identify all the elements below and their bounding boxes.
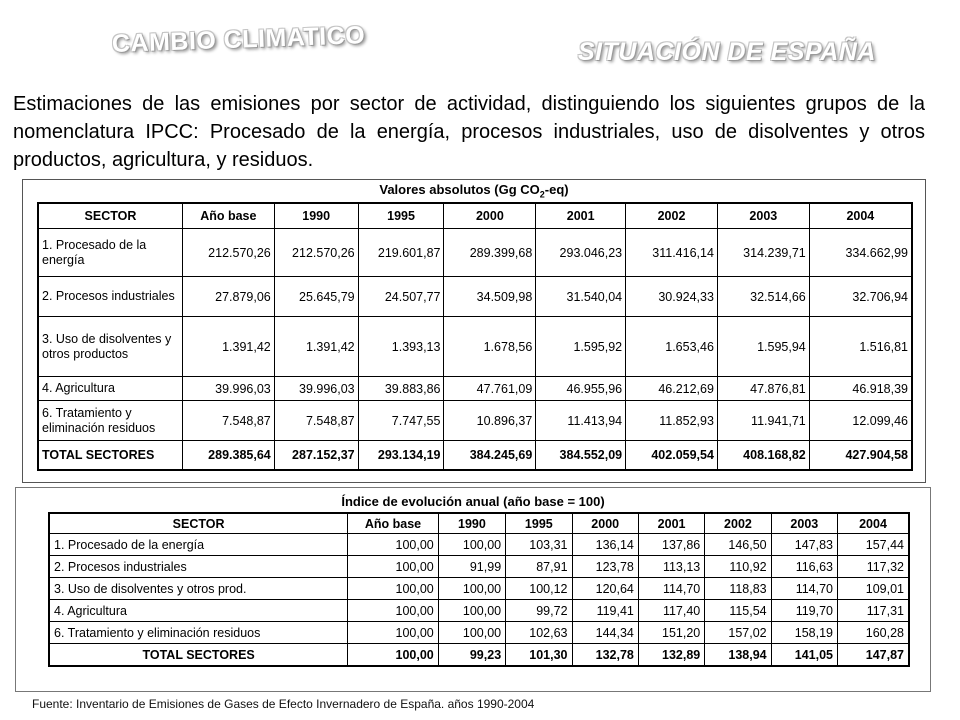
value-cell: 158,19 xyxy=(771,622,837,644)
value-cell: 147,87 xyxy=(838,644,909,667)
value-cell: 39.996,03 xyxy=(182,377,274,401)
value-cell: 116,63 xyxy=(771,556,837,578)
value-cell: 212.570,26 xyxy=(274,229,358,277)
value-cell: 118,83 xyxy=(705,578,771,600)
sector-cell: 3. Uso de disolventes y otros prod. xyxy=(49,578,348,600)
value-cell: 100,00 xyxy=(348,622,439,644)
table1-caption-end: -eq) xyxy=(544,182,569,197)
column-header: 2001 xyxy=(536,203,626,229)
value-cell: 1.516,81 xyxy=(809,317,912,377)
value-cell: 99,23 xyxy=(438,644,505,667)
value-cell: 119,70 xyxy=(771,600,837,622)
sector-cell: TOTAL SECTORES xyxy=(49,644,348,667)
value-cell: 1.595,94 xyxy=(717,317,809,377)
value-cell: 46.918,39 xyxy=(809,377,912,401)
value-cell: 160,28 xyxy=(838,622,909,644)
sector-cell: 1. Procesado de la energía xyxy=(38,229,182,277)
value-cell: 100,00 xyxy=(348,534,439,556)
sector-cell: TOTAL SECTORES xyxy=(38,441,182,471)
value-cell: 27.879,06 xyxy=(182,277,274,317)
value-cell: 87,91 xyxy=(506,556,572,578)
sector-cell: 1. Procesado de la energía xyxy=(49,534,348,556)
value-cell: 100,00 xyxy=(438,578,505,600)
table1-header-row xyxy=(38,203,912,229)
total-row xyxy=(38,441,912,471)
value-cell: 146,50 xyxy=(705,534,771,556)
table-row xyxy=(49,622,909,644)
header-right-title: SITUACIÓN DE ESPAÑA xyxy=(578,38,876,66)
column-header: 2000 xyxy=(572,513,638,534)
column-header: 2003 xyxy=(771,513,837,534)
table1-caption-subscript: 2 xyxy=(539,189,545,200)
column-header: 1995 xyxy=(506,513,572,534)
value-cell: 114,70 xyxy=(638,578,704,600)
value-cell: 100,00 xyxy=(348,600,439,622)
value-cell: 384.245,69 xyxy=(444,441,536,471)
table1-caption-main: Valores absolutos (Gg CO xyxy=(379,182,540,197)
value-cell: 289.399,68 xyxy=(444,229,536,277)
value-cell: 402.059,54 xyxy=(626,441,718,471)
value-cell: 100,00 xyxy=(348,578,439,600)
value-cell: 289.385,64 xyxy=(182,441,274,471)
value-cell: 100,00 xyxy=(348,644,439,667)
value-cell: 1.391,42 xyxy=(182,317,274,377)
annual-index-table xyxy=(48,512,910,667)
table-row xyxy=(38,229,912,277)
absolute-values-panel xyxy=(22,179,926,483)
value-cell: 7.747,55 xyxy=(358,401,444,441)
value-cell: 334.662,99 xyxy=(809,229,912,277)
value-cell: 7.548,87 xyxy=(182,401,274,441)
table2-header-row xyxy=(49,513,909,534)
value-cell: 408.168,82 xyxy=(717,441,809,471)
column-header: 2002 xyxy=(705,513,771,534)
value-cell: 293.134,19 xyxy=(358,441,444,471)
value-cell: 113,13 xyxy=(638,556,704,578)
value-cell: 157,44 xyxy=(838,534,909,556)
value-cell: 47.876,81 xyxy=(717,377,809,401)
value-cell: 109,01 xyxy=(838,578,909,600)
absolute-values-table xyxy=(37,202,913,471)
value-cell: 311.416,14 xyxy=(626,229,718,277)
column-header: SECTOR xyxy=(38,203,182,229)
table1-body xyxy=(38,229,912,471)
value-cell: 100,00 xyxy=(438,600,505,622)
value-cell: 119,41 xyxy=(572,600,638,622)
value-cell: 117,31 xyxy=(838,600,909,622)
value-cell: 427.904,58 xyxy=(809,441,912,471)
value-cell: 212.570,26 xyxy=(182,229,274,277)
sector-cell: 6. Tratamiento y eliminación residuos xyxy=(49,622,348,644)
value-cell: 293.046,23 xyxy=(536,229,626,277)
table-row xyxy=(38,317,912,377)
value-cell: 24.507,77 xyxy=(358,277,444,317)
value-cell: 32.706,94 xyxy=(809,277,912,317)
sector-cell: 2. Procesos industriales xyxy=(38,277,182,317)
table-row xyxy=(38,377,912,401)
value-cell: 39.996,03 xyxy=(274,377,358,401)
value-cell: 151,20 xyxy=(638,622,704,644)
value-cell: 101,30 xyxy=(506,644,572,667)
column-header: SECTOR xyxy=(49,513,348,534)
value-cell: 31.540,04 xyxy=(536,277,626,317)
value-cell: 100,12 xyxy=(506,578,572,600)
value-cell: 287.152,37 xyxy=(274,441,358,471)
sector-cell: 3. Uso de disolventes y otros productos xyxy=(38,317,182,377)
total-row xyxy=(49,644,909,667)
source-note: Fuente: Inventario de Emisiones de Gases de Efecto Invernadero de España. años 1990-2004 xyxy=(32,697,535,711)
value-cell: 314.239,71 xyxy=(717,229,809,277)
value-cell: 25.645,79 xyxy=(274,277,358,317)
value-cell: 1.391,42 xyxy=(274,317,358,377)
value-cell: 100,00 xyxy=(348,556,439,578)
value-cell: 30.924,33 xyxy=(626,277,718,317)
value-cell: 115,54 xyxy=(705,600,771,622)
annual-index-panel xyxy=(15,487,931,692)
value-cell: 141,05 xyxy=(771,644,837,667)
table-row xyxy=(49,578,909,600)
intro-paragraph: Estimaciones de las emisiones por sector de actividad, distinguiendo los siguientes grupos de la nomenclatura IPCC: Procesado de la energía, procesos industriales, uso de disolventes y otros productos, agricultura, y residuos. xyxy=(13,93,925,171)
value-cell: 100,00 xyxy=(438,622,505,644)
value-cell: 1.393,13 xyxy=(358,317,444,377)
column-header: 2003 xyxy=(717,203,809,229)
value-cell: 137,86 xyxy=(638,534,704,556)
value-cell: 34.509,98 xyxy=(444,277,536,317)
value-cell: 114,70 xyxy=(771,578,837,600)
value-cell: 157,02 xyxy=(705,622,771,644)
value-cell: 99,72 xyxy=(506,600,572,622)
value-cell: 91,99 xyxy=(438,556,505,578)
value-cell: 46.955,96 xyxy=(536,377,626,401)
value-cell: 136,14 xyxy=(572,534,638,556)
value-cell: 110,92 xyxy=(705,556,771,578)
value-cell: 12.099,46 xyxy=(809,401,912,441)
value-cell: 47.761,09 xyxy=(444,377,536,401)
column-header: 2004 xyxy=(838,513,909,534)
value-cell: 11.413,94 xyxy=(536,401,626,441)
sector-cell: 6. Tratamiento y eliminación residuos xyxy=(38,401,182,441)
value-cell: 46.212,69 xyxy=(626,377,718,401)
value-cell: 11.941,71 xyxy=(717,401,809,441)
value-cell: 1.653,46 xyxy=(626,317,718,377)
header-left-title: CAMBIO CLIMATICO xyxy=(111,21,366,58)
column-header: Año base xyxy=(182,203,274,229)
value-cell: 102,63 xyxy=(506,622,572,644)
table2-body xyxy=(49,534,909,667)
value-cell: 147,83 xyxy=(771,534,837,556)
table-row xyxy=(49,534,909,556)
column-header: 2000 xyxy=(444,203,536,229)
value-cell: 7.548,87 xyxy=(274,401,358,441)
column-header: 2002 xyxy=(626,203,718,229)
value-cell: 117,40 xyxy=(638,600,704,622)
column-header: 2001 xyxy=(638,513,704,534)
value-cell: 117,32 xyxy=(838,556,909,578)
value-cell: 39.883,86 xyxy=(358,377,444,401)
value-cell: 103,31 xyxy=(506,534,572,556)
value-cell: 1.678,56 xyxy=(444,317,536,377)
table-row xyxy=(38,277,912,317)
value-cell: 1.595,92 xyxy=(536,317,626,377)
column-header: 1990 xyxy=(274,203,358,229)
value-cell: 219.601,87 xyxy=(358,229,444,277)
value-cell: 132,78 xyxy=(572,644,638,667)
value-cell: 120,64 xyxy=(572,578,638,600)
value-cell: 123,78 xyxy=(572,556,638,578)
column-header: Año base xyxy=(348,513,439,534)
sector-cell: 4. Agricultura xyxy=(38,377,182,401)
value-cell: 10.896,37 xyxy=(444,401,536,441)
value-cell: 138,94 xyxy=(705,644,771,667)
column-header: 1995 xyxy=(358,203,444,229)
column-header: 1990 xyxy=(438,513,505,534)
value-cell: 132,89 xyxy=(638,644,704,667)
value-cell: 11.852,93 xyxy=(626,401,718,441)
sector-cell: 4. Agricultura xyxy=(49,600,348,622)
table1-caption xyxy=(23,182,925,200)
value-cell: 384.552,09 xyxy=(536,441,626,471)
table-row xyxy=(38,401,912,441)
table-row xyxy=(49,600,909,622)
column-header: 2004 xyxy=(809,203,912,229)
value-cell: 100,00 xyxy=(438,534,505,556)
table-row xyxy=(49,556,909,578)
table2-caption: Índice de evolución anual (año base = 100) xyxy=(341,494,605,509)
value-cell: 32.514,66 xyxy=(717,277,809,317)
value-cell: 144,34 xyxy=(572,622,638,644)
sector-cell: 2. Procesos industriales xyxy=(49,556,348,578)
